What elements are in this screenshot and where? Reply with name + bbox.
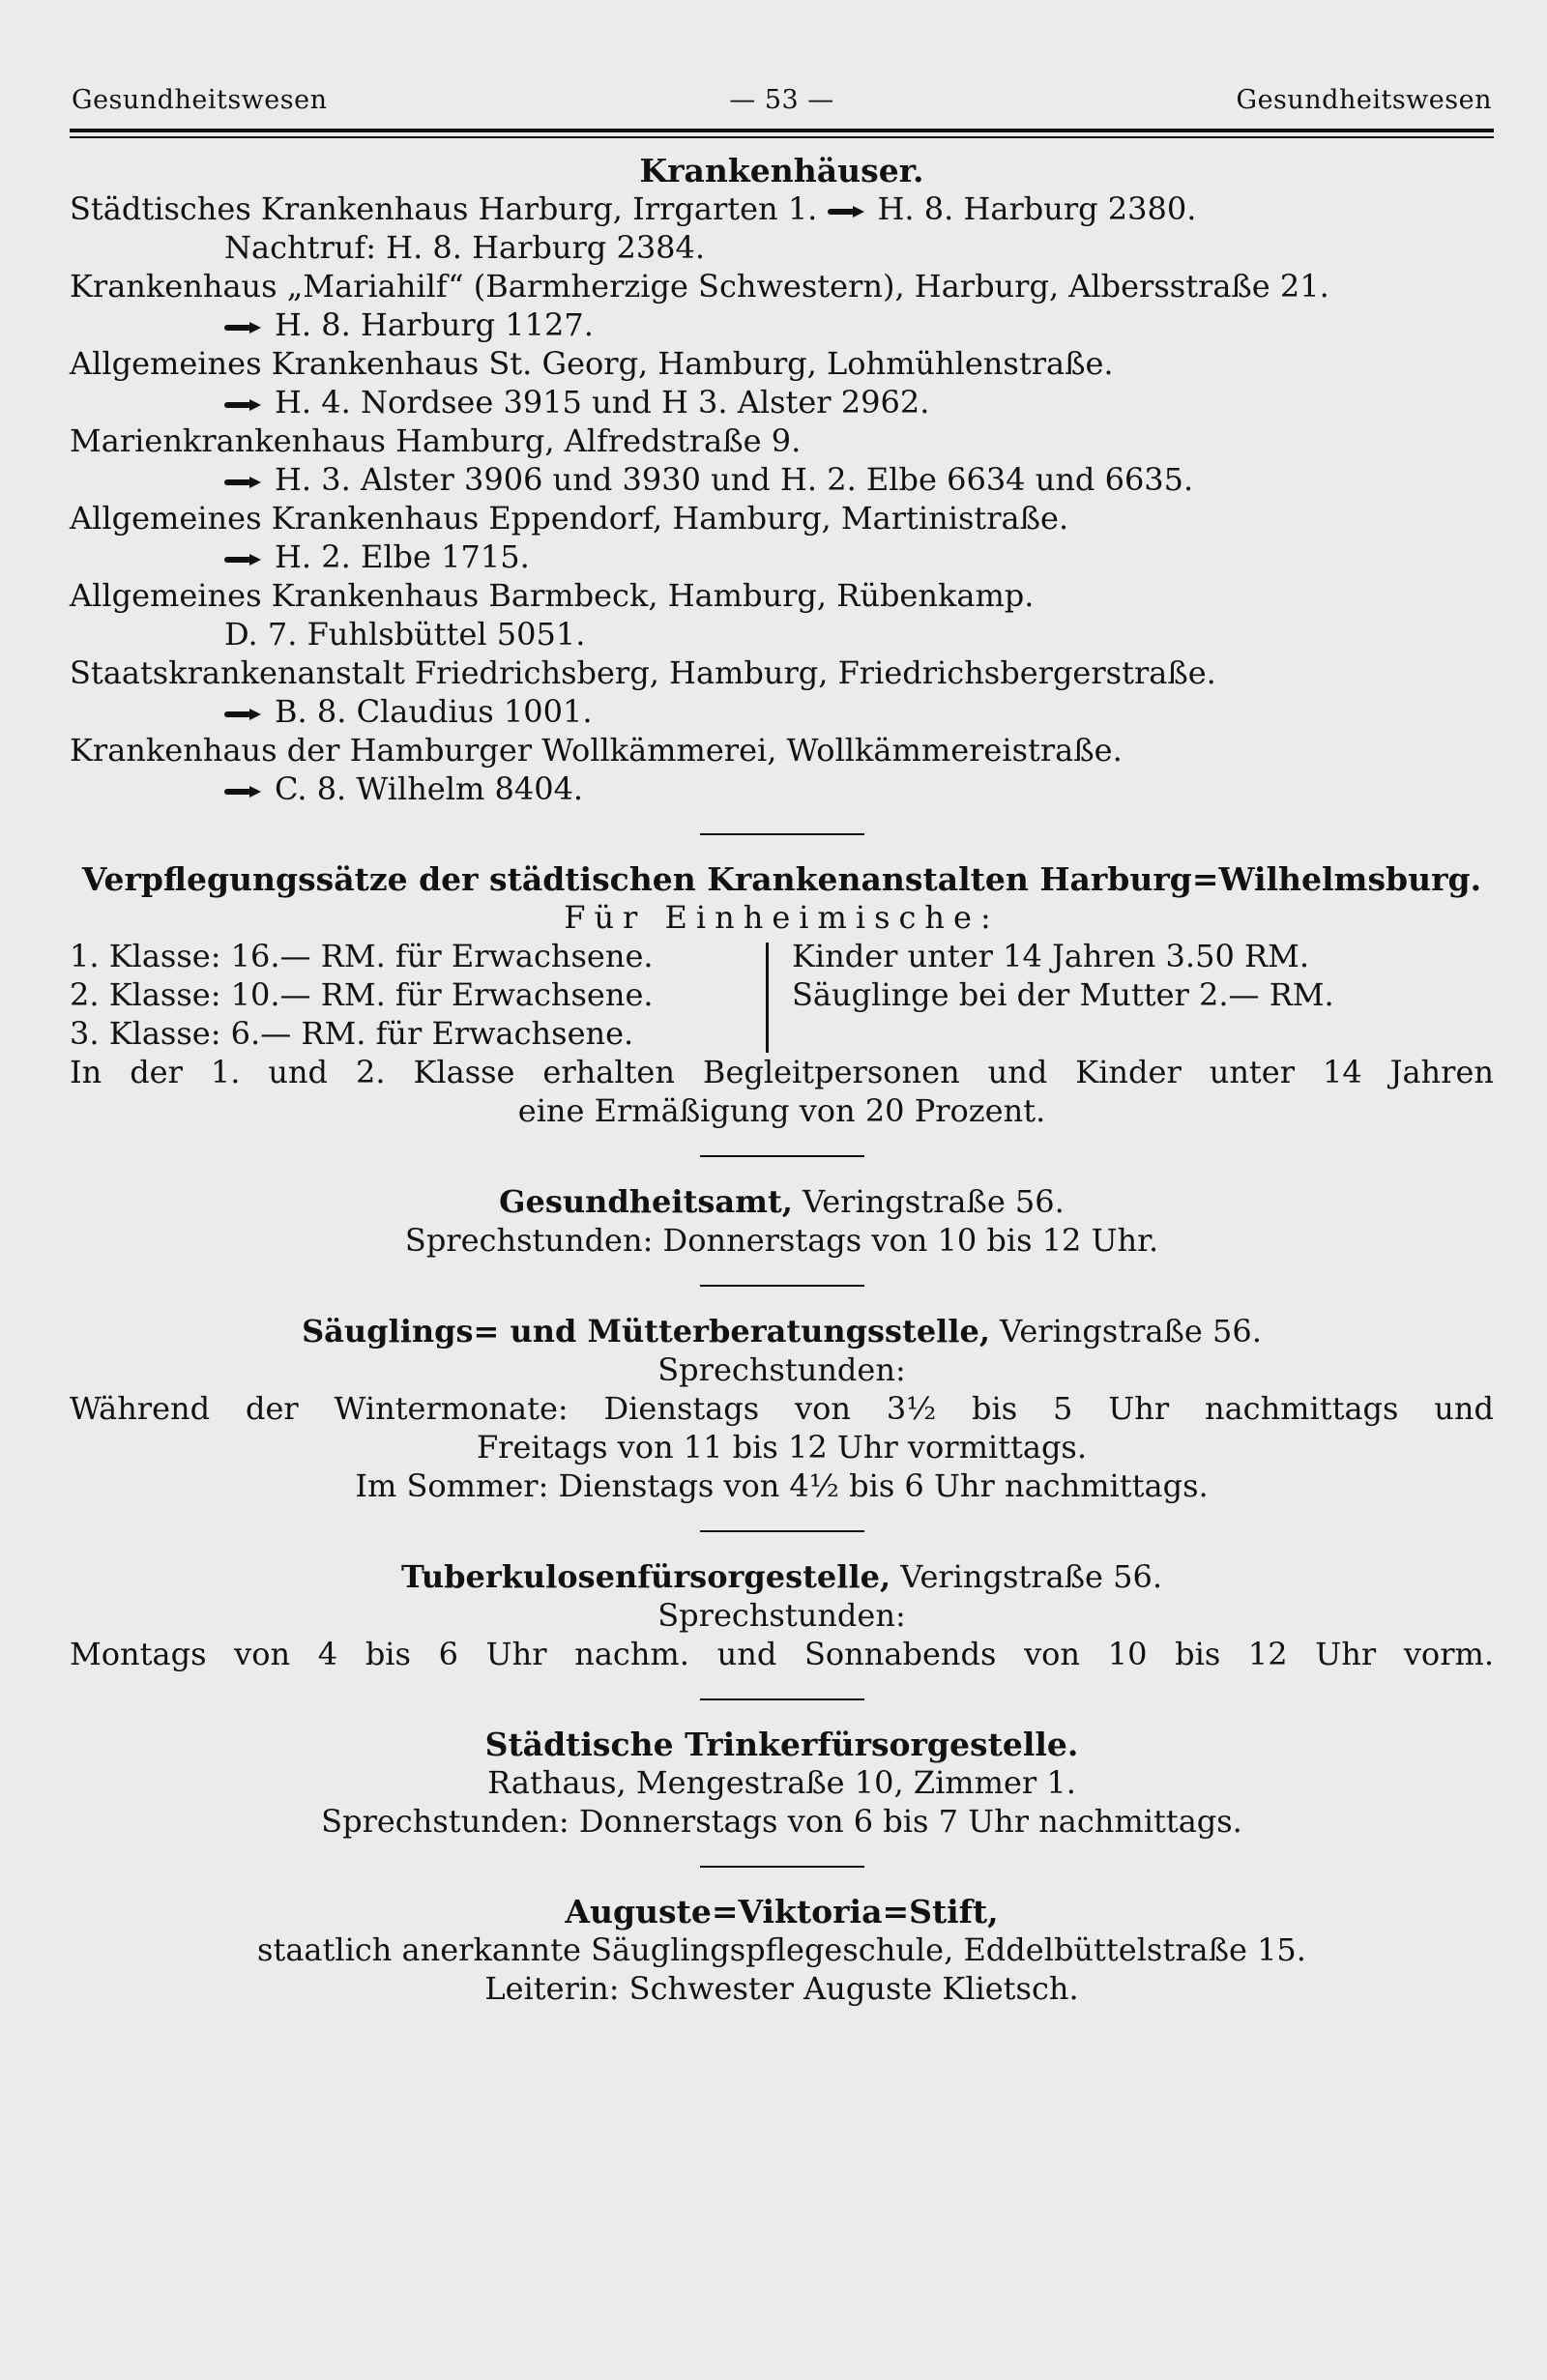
rates-divider <box>766 943 769 1053</box>
rate-infants: Säuglinge bei der Mutter 2.— RM. <box>792 976 1334 1013</box>
telephone-icon <box>224 554 261 566</box>
hospital-line <box>70 305 1494 344</box>
hospital-line <box>70 615 1494 653</box>
infant-center-winter-2: Freitags von 11 bis 12 Uhr vormittags. <box>476 1429 1088 1466</box>
hospital-phone: B. 8. Claudius 1001. <box>275 693 593 730</box>
rates-note-line1: In der 1. und 2. Klasse erhalten Begleitpersonen und Kinder unter 14 Jahren <box>70 1054 1494 1090</box>
alcohol-center-hours: Sprechstunden: Donnerstags von 6 bis 7 Uhr nachmittags. <box>321 1803 1242 1840</box>
hospital-line <box>70 731 1494 769</box>
rates-table <box>70 937 1494 1053</box>
telephone-icon <box>224 399 261 411</box>
hospital-line <box>70 692 1494 731</box>
hospital-line-text: Nachtruf: H. 8. Harburg 2384. <box>224 229 706 266</box>
separator <box>700 1155 864 1157</box>
hospital-line <box>70 228 1494 267</box>
infant-center-summer: Im Sommer: Dienstags von 4½ bis 6 Uhr nachmittags. <box>355 1467 1209 1504</box>
alcohol-center-address: Rathaus, Mengestraße 10, Zimmer 1. <box>487 1764 1076 1801</box>
hospital-line <box>70 576 1494 615</box>
health-office-address: Veringstraße 56. <box>803 1183 1065 1220</box>
hospital-line <box>70 499 1494 537</box>
hospital-line <box>70 267 1494 305</box>
rates-section <box>70 860 1494 1130</box>
hospital-phone: H. 3. Alster 3906 und 3930 und H. 2. Elbe 6634 und 6635. <box>275 461 1194 498</box>
rate-class-1: 1. Klasse: 16.— RM. für Erwachsene. <box>70 938 654 974</box>
telephone-icon <box>224 709 261 720</box>
stift-section <box>70 1893 1494 2008</box>
stift-head: Leiterin: Schwester Auguste Klietsch. <box>484 1970 1079 2007</box>
hospital-line-text: Allgemeines Krankenhaus Eppendorf, Hamburg, Martinistraße. <box>70 500 1069 537</box>
hospitals-section <box>70 152 1494 808</box>
separator <box>700 1698 864 1700</box>
hospital-line <box>70 460 1494 499</box>
tb-center-hours-label: Sprechstunden: <box>657 1597 906 1634</box>
rates-adult-column <box>70 937 746 1053</box>
hospital-line <box>70 189 1494 228</box>
infant-center-hours-label: Sprechstunden: <box>657 1351 906 1388</box>
hospital-line-text: Allgemeines Krankenhaus Barmbeck, Hamburg, Rübenkamp. <box>70 577 1035 614</box>
telephone-icon <box>224 322 261 334</box>
alcohol-center-name: Städtische Trinkerfürsorgestelle. <box>484 1726 1079 1763</box>
rates-child-column <box>792 937 1494 1053</box>
separator <box>700 833 864 835</box>
hospital-line <box>70 769 1494 808</box>
rate-class-2: 2. Klasse: 10.— RM. für Erwachsene. <box>70 976 654 1013</box>
telephone-icon <box>224 786 261 798</box>
hospital-list <box>70 189 1494 808</box>
hospital-line-text: D. 7. Fuhlsbüttel 5051. <box>224 616 586 653</box>
hospital-phone: C. 8. Wilhelm 8404. <box>275 770 584 807</box>
rate-children: Kinder unter 14 Jahren 3.50 RM. <box>792 938 1309 974</box>
infant-center-winter-1: Während der Wintermonate: Dienstags von 3½ bis 5 Uhr nachmittags und <box>70 1390 1494 1427</box>
hospital-line <box>70 344 1494 383</box>
tb-center-address: Veringstraße 56. <box>900 1558 1163 1595</box>
hospital-line-text: Krankenhaus der Hamburger Wollkämmerei, Wollkämmereistraße. <box>70 732 1123 769</box>
health-office-name: Gesundheitsamt, <box>499 1183 793 1220</box>
hospital-line <box>70 537 1494 576</box>
hospital-line-text: Staatskrankenanstalt Friedrichsberg, Hamburg, Friedrichsbergerstraße. <box>70 654 1216 691</box>
health-office-section <box>70 1182 1494 1260</box>
hospital-phone: H. 8. Harburg 2380. <box>877 190 1197 227</box>
hospital-line <box>70 421 1494 460</box>
infant-center-name: Säuglings= und Mütterberatungsstelle, <box>302 1313 990 1350</box>
hospital-line-text: Marienkrankenhaus Hamburg, Alfredstraße 9. <box>70 422 802 459</box>
header-right: Gesundheitswesen <box>1236 85 1492 115</box>
infant-center-address: Veringstraße 56. <box>1000 1313 1262 1350</box>
hospital-line-text: Krankenhaus „Mariahilf“ (Barmherzige Schwestern), Harburg, Albersstraße 21. <box>70 268 1329 305</box>
telephone-icon <box>224 477 261 488</box>
separator <box>700 1530 864 1532</box>
page-number: — 53 — <box>729 85 834 115</box>
telephone-icon <box>828 206 864 218</box>
hospital-phone: H. 4. Nordsee 3915 und H 3. Alster 2962. <box>275 384 930 421</box>
hospital-line-text: Allgemeines Krankenhaus St. Georg, Hamburg, Lohmühlenstraße. <box>70 345 1114 382</box>
tb-center-section <box>70 1557 1494 1673</box>
rate-class-3: 3. Klasse: 6.— RM. für Erwachsene. <box>70 1015 634 1052</box>
hospitals-title: Krankenhäuser. <box>639 152 924 189</box>
hospital-phone: H. 2. Elbe 1715. <box>275 538 530 575</box>
health-office-hours: Sprechstunden: Donnerstags von 10 bis 12 Uhr. <box>404 1222 1159 1259</box>
header-rule-thin <box>70 136 1494 138</box>
stift-description: staatlich anerkannte Säuglingspflegeschule, Eddelbüttelstraße 15. <box>257 1931 1306 1968</box>
rates-title: Verpflegungssätze der städtischen Krankenanstalten Harburg=Wilhelmsburg. <box>81 860 1482 898</box>
hospital-line <box>70 383 1494 421</box>
tb-center-name: Tuberkulosenfürsorgestelle, <box>400 1558 891 1595</box>
tb-center-hours: Montags von 4 bis 6 Uhr nachm. und Sonnabends von 10 bis 12 Uhr vorm. <box>70 1636 1494 1672</box>
separator <box>700 1285 864 1287</box>
separator <box>700 1866 864 1868</box>
running-header <box>70 85 1494 115</box>
stift-name: Auguste=Viktoria=Stift, <box>565 1893 999 1930</box>
infant-center-section <box>70 1312 1494 1505</box>
header-left: Gesundheitswesen <box>72 85 328 115</box>
header-rule <box>70 129 1494 132</box>
hospital-phone: H. 8. Harburg 1127. <box>275 306 594 343</box>
rates-note-line2: eine Ermäßigung von 20 Prozent. <box>517 1092 1046 1129</box>
hospital-line-text: Städtisches Krankenhaus Harburg, Irrgarten 1. <box>70 190 818 227</box>
rates-subtitle: Für Einheimische: <box>564 899 1000 936</box>
alcohol-center-section <box>70 1726 1494 1841</box>
hospital-line <box>70 653 1494 692</box>
